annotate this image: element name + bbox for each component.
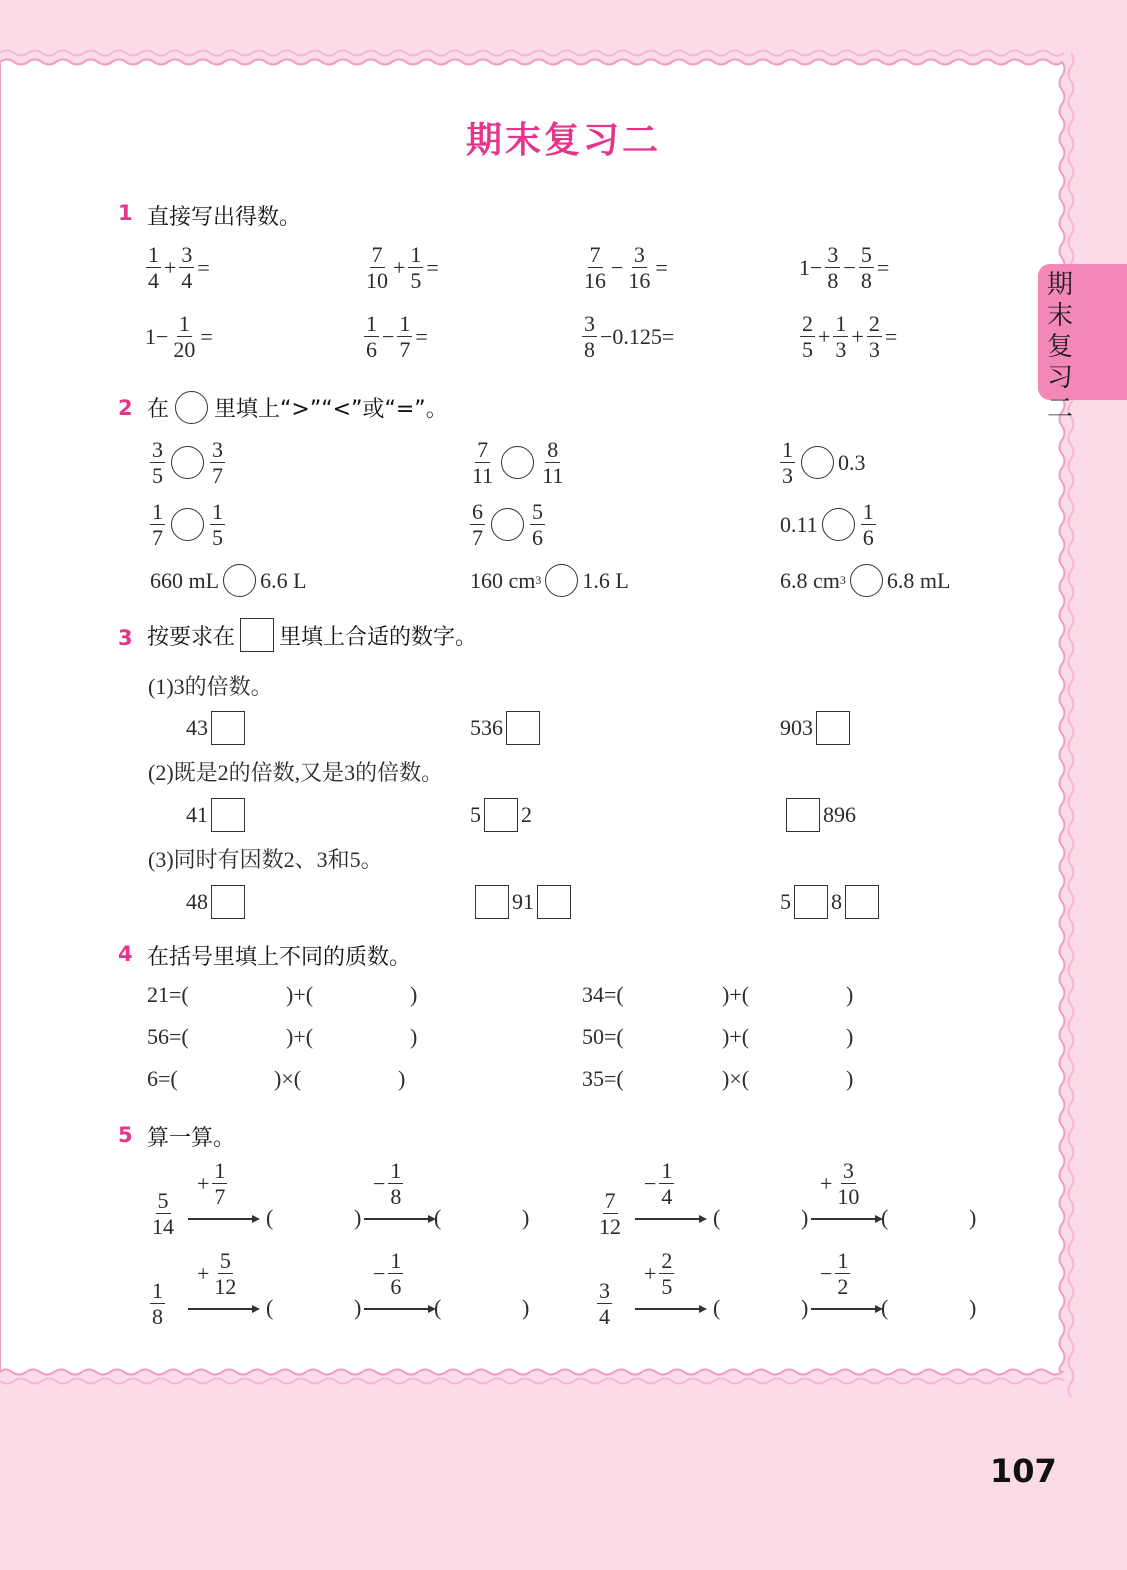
digit-box[interactable] [537, 885, 571, 919]
chain-operator-2: − $\frac{1}{2}$ [820, 1248, 849, 1299]
section-1-number: 1 [118, 201, 133, 225]
chain-arrow-1 [188, 1218, 252, 1220]
digit-box[interactable] [786, 798, 820, 832]
s1-expression-4: 1− $\frac{3}{8}$ − $\frac{5}{8}$ = [799, 242, 890, 293]
chain-start-fraction: $\frac{7}{12}$ [599, 1188, 621, 1239]
fraction: $\frac{1}{3}$ [835, 311, 847, 362]
chain-arrow-2 [811, 1218, 875, 1220]
s3-p1-item-1: 43 [186, 711, 248, 745]
s4-row-6-mid: )×( [722, 1066, 750, 1091]
fraction: $\frac{3}{8}$ [827, 242, 839, 293]
chain-blank-2-open: ( [881, 1205, 889, 1230]
chain-arrow-2 [811, 1308, 875, 1310]
chain-blank-1-close: ) [354, 1295, 362, 1320]
fraction: $\frac{1}{4}$ [148, 242, 159, 293]
digit-box[interactable] [484, 798, 518, 832]
compare-circle[interactable] [491, 508, 524, 541]
chain-operator-2: − $\frac{1}{6}$ [373, 1248, 402, 1299]
s1-expression-5: 1− $\frac{1}{20}$ = [145, 311, 213, 362]
fraction: $\frac{7}{10}$ [366, 242, 388, 293]
compare-circle[interactable] [801, 446, 834, 479]
s4-row-4-end: ) [846, 1024, 854, 1049]
digit-box[interactable] [211, 711, 245, 745]
compare-circle[interactable] [171, 508, 204, 541]
s4-row-2-end: ) [846, 982, 854, 1007]
section-1-title: 直接写出得数。 [147, 205, 302, 230]
section-5-number: 5 [118, 1123, 133, 1147]
chain-start-fraction: $\frac{1}{8}$ [152, 1278, 163, 1329]
fraction: $\frac{2}{5}$ [802, 311, 813, 362]
chain-arrow-2 [364, 1308, 428, 1310]
side-tab-label: 期 末 复 习 二 [1046, 270, 1073, 424]
compare-circle[interactable] [850, 564, 883, 597]
chain-operator-1: − $\frac{1}{4}$ [644, 1158, 673, 1209]
s3-p3-item-2: 91 [472, 885, 574, 919]
chain-arrow-1 [188, 1308, 252, 1310]
s4-row-1-mid: )+( [286, 982, 314, 1007]
chain-blank-2-close: ) [969, 1205, 977, 1230]
s4-row-2-left: 34=( [582, 982, 624, 1007]
s3-p2-item-3: 896 [783, 798, 856, 832]
fraction: $\frac{2}{3}$ [868, 311, 880, 362]
fraction: $\frac{1}{20}$ [173, 311, 196, 362]
compare-circle[interactable] [171, 446, 204, 479]
s4-row-6-end: ) [846, 1066, 854, 1091]
fraction: $\frac{7}{16}$ [584, 242, 606, 293]
s3-p2-item-2: 5 2 [470, 798, 532, 832]
fraction: $\frac{1}{7}$ [399, 311, 411, 362]
fraction: $\frac{3}{4}$ [181, 242, 193, 293]
fraction: $\frac{1}{6}$ [366, 311, 377, 362]
s1-expression-6: $\frac{1}{6}$ − $\frac{1}{7}$ = [366, 311, 428, 362]
chain-operator-2: + $\frac{3}{10}$ [820, 1158, 860, 1209]
chain-blank-1-open: ( [713, 1295, 721, 1320]
compare-circle[interactable] [223, 564, 256, 597]
s2-compare-5: $\frac{6}{7}$ $\frac{5}{6}$ [472, 499, 543, 550]
fraction: $\frac{3}{8}$ [584, 311, 595, 362]
chain-start-fraction: $\frac{5}{14}$ [152, 1188, 174, 1239]
s4-row-4-mid: )+( [722, 1024, 750, 1049]
chain-arrow-2 [364, 1218, 428, 1220]
s3-part-1-title: (1)3的倍数。 [148, 674, 273, 699]
chain-blank-2-close: ) [522, 1205, 530, 1230]
section-3-title: 按要求在 里填上合适的数字。 [147, 618, 477, 652]
s1-expression-1: $\frac{1}{4}$ + $\frac{3}{4}$ = [148, 242, 210, 293]
chain-blank-2-open: ( [434, 1205, 442, 1230]
s1-expression-7: $\frac{3}{8}$ −0.125= [584, 311, 675, 362]
section-2-number: 2 [118, 396, 133, 420]
section-4-number: 4 [118, 942, 133, 966]
digit-box[interactable] [845, 885, 879, 919]
fraction: $\frac{1}{5}$ [410, 242, 422, 293]
s3-p2-item-1: 41 [186, 798, 248, 832]
page-number: 107 [990, 1452, 1057, 1490]
chain-blank-1-open: ( [266, 1295, 274, 1320]
chain-arrow-1 [635, 1308, 699, 1310]
chain-arrow-1-head [699, 1305, 707, 1313]
s4-row-5-end: ) [398, 1066, 406, 1091]
section-5-title: 算一算。 [147, 1126, 236, 1151]
s2-compare-1: $\frac{3}{5}$ $\frac{3}{7}$ [152, 437, 223, 488]
box-symbol [240, 618, 274, 652]
chain-operator-1: + $\frac{2}{5}$ [644, 1248, 673, 1299]
s3-p3-item-1: 48 [186, 885, 248, 919]
s4-row-5-mid: )×( [274, 1066, 302, 1091]
digit-box[interactable] [211, 798, 245, 832]
s3-part-3-title: (3)同时有因数2、3和5。 [148, 847, 383, 872]
chain-blank-1-close: ) [354, 1205, 362, 1230]
s4-row-3-left: 56=( [147, 1024, 189, 1049]
circle-symbol [175, 391, 208, 424]
s3-p1-item-2: 536 [470, 711, 543, 745]
digit-box[interactable] [506, 711, 540, 745]
chain-blank-2-open: ( [881, 1295, 889, 1320]
s4-row-2-mid: )+( [722, 982, 750, 1007]
fraction: $\frac{3}{16}$ [628, 242, 651, 293]
section-4-title: 在括号里填上不同的质数。 [147, 945, 412, 970]
s2-compare-9: 6.8 cm 3 6.8 mL [780, 564, 950, 597]
s2-compare-4: $\frac{1}{7}$ $\frac{1}{5}$ [152, 499, 223, 550]
section-2-title: 在 里填上“>”“<”或“=”。 [147, 391, 448, 424]
page-title: 期末复习二 [465, 120, 661, 161]
side-tab [1038, 264, 1127, 424]
chain-start-fraction: $\frac{3}{4}$ [599, 1278, 610, 1329]
chain-arrow-1-head [252, 1215, 260, 1223]
s4-row-1-end: ) [410, 982, 418, 1007]
s4-row-1-left: 21=( [147, 982, 189, 1007]
s2-compare-3: $\frac{1}{3}$ 0.3 [782, 437, 866, 488]
chain-blank-2-open: ( [434, 1295, 442, 1320]
chain-blank-1-close: ) [801, 1295, 809, 1320]
section-3-number: 3 [118, 626, 133, 650]
s2-compare-6: 0.11 $\frac{1}{6}$ [780, 499, 874, 550]
s1-expression-2: $\frac{7}{10}$ + $\frac{1}{5}$ = [366, 242, 439, 293]
chain-blank-1-open: ( [713, 1205, 721, 1230]
s4-row-4-left: 50=( [582, 1024, 624, 1049]
s2-compare-7: 660 mL 6.6 L [150, 564, 307, 597]
compare-circle[interactable] [501, 446, 534, 479]
s3-p3-item-3: 5 8 [780, 885, 882, 919]
digit-box[interactable] [816, 711, 850, 745]
digit-box[interactable] [211, 885, 245, 919]
s2-compare-8: 160 cm 3 1.6 L [470, 564, 629, 597]
chain-arrow-1 [635, 1218, 699, 1220]
chain-blank-1-close: ) [801, 1205, 809, 1230]
s4-row-6-left: 35=( [582, 1066, 624, 1091]
chain-arrow-1-head [699, 1215, 707, 1223]
s4-row-3-end: ) [410, 1024, 418, 1049]
chain-blank-1-open: ( [266, 1205, 274, 1230]
chain-operator-2: − $\frac{1}{8}$ [373, 1158, 402, 1209]
chain-blank-2-close: ) [522, 1295, 530, 1320]
fraction: $\frac{5}{8}$ [860, 242, 872, 293]
compare-circle[interactable] [545, 564, 578, 597]
digit-box[interactable] [794, 885, 828, 919]
s1-expression-3: $\frac{7}{16}$ − $\frac{3}{16}$ = [584, 242, 668, 293]
compare-circle[interactable] [822, 508, 855, 541]
s2-compare-2: $\frac{7}{11}$ $\frac{8}{11}$ [472, 437, 564, 488]
chain-operator-1: + $\frac{5}{12}$ [197, 1248, 237, 1299]
s4-row-3-mid: )+( [286, 1024, 314, 1049]
s4-row-5-left: 6=( [147, 1066, 178, 1091]
chain-arrow-1-head [252, 1305, 260, 1313]
s1-expression-8: $\frac{2}{5}$ + $\frac{1}{3}$ + $\frac{2}{3}$ = [802, 311, 898, 362]
s3-part-2-title: (2)既是2的倍数,又是3的倍数。 [148, 760, 444, 785]
s3-p1-item-3: 903 [780, 711, 853, 745]
digit-box[interactable] [475, 885, 509, 919]
chain-operator-1: + $\frac{1}{7}$ [197, 1158, 226, 1209]
chain-blank-2-close: ) [969, 1295, 977, 1320]
